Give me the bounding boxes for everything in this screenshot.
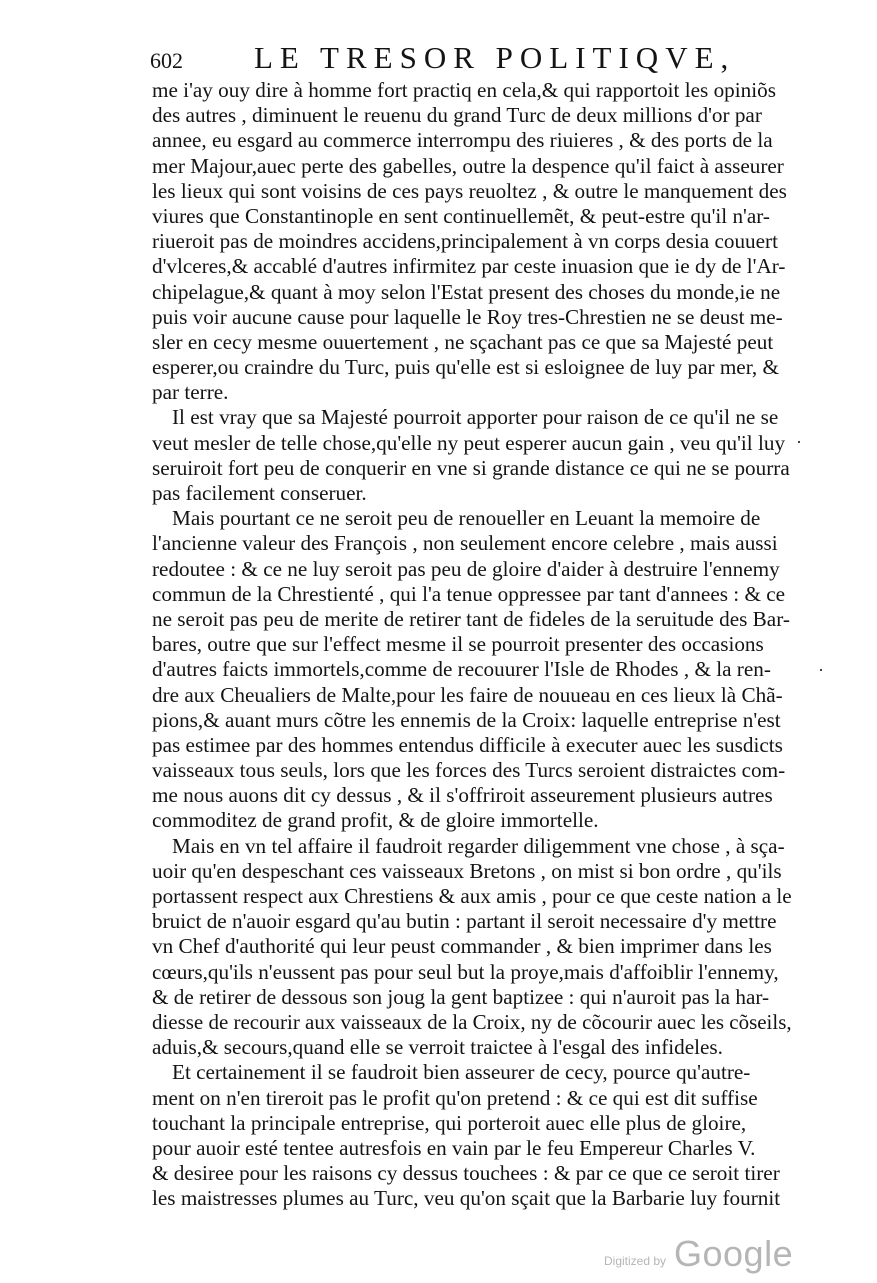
text-line: pions,& auant murs cõtre les ennemis de la Croix: laquelle entreprise n'est — [152, 707, 781, 732]
paragraph — [152, 78, 792, 405]
watermark-prefix: Digitized by — [604, 1254, 667, 1268]
text-line: aduis,& secours,quand elle se verroit traictee à l'esgal des infideles. — [152, 1035, 723, 1060]
text-line: d'autres faicts immortels,comme de recouurer l'Isle de Rhodes , & la ren- — [152, 657, 771, 682]
text-line: pas facilement conseruer. — [152, 481, 367, 505]
text-line: annee, eu esgard au commerce interrompu des riuieres , & des ports de la — [152, 128, 773, 153]
page-header — [150, 40, 790, 80]
text-line: pas estimee par des hommes entendus difficile à executer auec les susdicts — [152, 732, 783, 757]
paragraph — [152, 1060, 792, 1211]
text-line: pour auoir esté tentee autresfois en vain par le feu Empereur Charles V. — [152, 1135, 756, 1160]
text-line: cœurs,qu'ils n'eussent pas pour seul but la proye,mais d'affoiblir l'ennemy, — [152, 959, 779, 984]
text-line: Mais en vn tel affaire il faudroit regarder diligemment vne chose , à sça- — [172, 833, 785, 858]
text-line: vaisseaux tous seuls, lors que les forces des Turcs seroient distraictes com- — [152, 758, 786, 783]
text-line: des autres , diminuent le reuenu du grand Turc de deux millions d'or par — [152, 103, 762, 128]
text-line: puis voir aucune cause pour laquelle le Roy tres-Chrestien ne se deust me- — [152, 304, 783, 329]
text-line: vn Chef d'authorité qui leur peust commander , & bien imprimer dans les — [152, 934, 772, 959]
body-text — [152, 78, 792, 1211]
text-line: diesse de recourir aux vaisseaux de la Croix, ny de cõcourir auec les cõseils, — [152, 1009, 792, 1034]
text-line: Il est vray que sa Majesté pourroit apporter pour raison de ce qu'il ne se — [172, 405, 779, 430]
google-logo: Google — [674, 1233, 794, 1274]
text-line: redoutee : & ce ne luy seroit pas peu de gloire d'aider à destruire l'ennemy — [152, 556, 780, 581]
ink-speck: · — [818, 660, 824, 680]
ink-speck: · — [796, 432, 802, 452]
text-line: & desiree pour les raisons cy dessus touchees : & par ce que ce seroit tirer — [152, 1161, 780, 1186]
text-line: chipelague,& quant à moy selon l'Estat present des choses du monde,ie ne — [152, 279, 781, 304]
text-line: commun de la Chrestienté , qui l'a tenue oppressee par tant d'annees : & ce — [152, 581, 786, 606]
text-line: bares, outre que sur l'effect mesme il se pourroit presenter des occasions — [152, 632, 764, 657]
text-line: riueroit pas de moindres accidens,principalement à vn corps desia couuert — [152, 229, 778, 254]
text-line: l'ancienne valeur des François , non seulement encore celebre , mais aussi — [152, 531, 778, 556]
text-line: d'vlceres,& accablé d'autres infirmitez par ceste inuasion que ie dy de l'Ar- — [152, 254, 786, 279]
text-line: Mais pourtant ce ne seroit peu de renoueller en Leuant la memoire de — [172, 506, 761, 531]
paragraph — [152, 506, 792, 833]
text-line: les lieux qui sont voisins de ces pays reuoltez , & outre le manquement des — [152, 178, 787, 203]
text-line: Et certainement il se faudroit bien asseurer de cecy, pource qu'autre- — [172, 1060, 751, 1085]
text-line: viures que Constantinople en sent continuellemẽt, & peut-estre qu'il n'ar- — [152, 203, 770, 228]
text-line: bruict de n'auoir esgard qu'au butin : partant il seroit necessaire d'y mettre — [152, 909, 777, 934]
text-line: uoir qu'en despeschant ces vaisseaux Bretons , on mist si bon ordre , qu'ils — [152, 858, 782, 883]
text-line: portassent respect aux Chrestiens & aux amis , pour ce que ceste nation a le — [152, 884, 792, 908]
text-line: touchant la principale entreprise, qui porteroit auec elle plus de gloire, — [152, 1110, 747, 1135]
text-line: ne seroit pas peu de merite de retirer tant de fideles de la seruitude des Bar- — [152, 606, 790, 631]
text-line: & de retirer de dessous son joug la gent baptizee : qui n'auroit pas la har- — [152, 984, 770, 1009]
text-line: esperer,ou craindre du Turc, puis qu'elle est si esloignee de luy par mer, & — [152, 355, 779, 380]
page-number: 602 — [150, 48, 183, 73]
paragraph — [152, 405, 792, 506]
running-title: LE TRESOR POLITIQVE, — [254, 40, 736, 75]
text-line: commoditez de grand profit, & de gloire immortelle. — [152, 808, 599, 833]
text-line: me i'ay ouy dire à homme fort practiq en cela,& qui rapportoit les opiniõs — [152, 78, 776, 102]
text-line: sler en cecy mesme ouuertement , ne sçachant pas ce que sa Majesté peut — [152, 329, 774, 354]
text-line: seruiroit fort peu de conquerir en vne si grande distance ce qui ne se pourra — [152, 455, 790, 480]
text-line: dre aux Cheualiers de Malte,pour les faire de nouueau en ces lieux là Chã- — [152, 682, 783, 707]
text-line: veut mesler de telle chose,qu'elle ny peut esperer aucun gain , veu qu'il luy — [152, 430, 786, 455]
text-line: les maistresses plumes au Turc, veu qu'on sçait que la Barbarie luy fournit — [152, 1186, 781, 1211]
paragraph — [152, 834, 792, 1061]
text-line: me nous auons dit cy dessus , & il s'offriroit asseurement plusieurs autres — [152, 783, 773, 808]
text-line: ment on n'en tireroit pas le profit qu'on pretend : & ce qui est dit suffise — [152, 1085, 758, 1110]
text-line: mer Majour,auec perte des gabelles, outre la despence qu'il faict à asseurer — [152, 153, 784, 178]
text-line: par terre. — [152, 380, 229, 405]
